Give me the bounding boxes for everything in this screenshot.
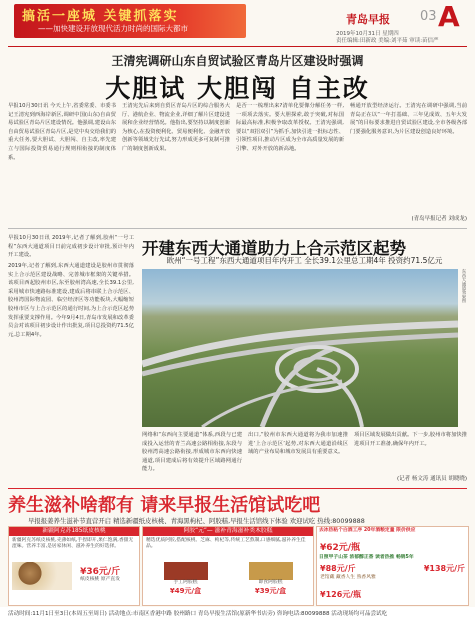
article1-headline: 大胆试 大胆闯 自主改 [105,74,370,103]
article1-credit: (青岛早报记者 刘成龙) [411,216,467,222]
ad-box-walnut-sub: 纸皮核桃 原产直发 [80,577,120,582]
ejiao-box-image-2 [249,562,293,580]
ad-box-liquor-price: ¥62元/瓶 [320,543,361,554]
ad-box-tea-price-2: ¥138元/斤 [423,563,465,573]
article2-column-left: 2019年,记者了解到,东西大通道建设是胶州市贯彻落实上合示范区建设战略、完善城市框架的关键举措。该项目西起胶州市区,东至胶州湾高速,全长39.1公里,采用城市快速路标准建设,建成后将串联上合示范区、胶州湾国际物流园、临空经济区等功能板块,大幅缩短胶州市区与上合示范区的通行时间,为上合示范区起势发挥重要支撑作用。今年9月4日,青岛市发展和改革委员会对该项目初步设计作出批复,项目总投资约71.5亿元,总工期4年。 [8,263,134,338]
ad-box-walnut-price: ¥36元/斤 [80,567,121,577]
page-letter: A [438,0,460,33]
editor-credits: 责任编辑:田新政 美编:刘平茹 审读:苗信严 [336,38,439,44]
article2-column-mid: 网络和“东西向主要通道”体系,西段与已建成投入运营的青兰高速公路相衔接,东段与胶州湾高速公路衔接,形成城市东西向快速通道,项目建成后将有效提升区域路网通行能力。 [142,432,242,473]
article1-column-2: 王清宪先后来到自贸区青岛片区的综合服务大厅、港航企业、物流企业,详细了解片区建设进展和企业经营情况。他指出,要坚持以制度创新为核心,在投资便利化、贸易便利化、金融开放创新等领域先行先试,努力形成更多可复制可推广的制度创新成果。 [122,103,230,152]
highway-interchange-photo [142,269,458,427]
article2-column-right: 出口,“胶州市东西大通道将为我市加速推进‘上合示范区’起势,对东西大通道沿线区域的产业布局和城市发展具有重要意义。 [248,432,348,456]
ad-box-ejiao-title: 阿胶“元”— 滋补青海滋补类木胶糕 [143,527,313,536]
ad-box-liquor-title: 去冰热粘个白酒工序 20年酒粮定量 限价供应 [319,528,416,533]
ad-box-tea-price-1: ¥88元/斤 [320,563,356,573]
interchange-illustration [142,269,458,427]
ad-box-brand-price: ¥126元/瓶 [320,590,362,600]
ad-box-brand: 老馆藏 藏香人生 熟香风雅 [320,574,376,580]
newspaper-logo: 青岛早报 [346,13,390,26]
page-number: 03 [420,9,437,24]
walnut-image [12,562,72,590]
article-divider [8,228,467,229]
article2-subhead: 欧州“一号工程”东西大通道项目年内开工 全长39.1公里总工期4年 投资约71.5亿元 [166,256,443,265]
header-rule [8,46,467,47]
ad-box-ejiao-label-2: 即食阿胶糕 [258,580,283,585]
article1-column-3: 是否一一梳理出来?清单化要像分解任务一样,一项项去落实。要大胆探索,敢于突破,对标国际最高标准,积极争取改革授权。王清宪强调,要以“双招双引”为抓手,加快引进一批标志性、引领性项目,推动片区成为全市高质量发展的新引擎、对外开放的新高地。 [236,103,344,152]
slogan-text: 搞活一座城 关键抓落实 [22,9,179,24]
ad-box-ejiao-price-2: ¥39元/盒 [254,587,287,596]
ad-box-ejiao-label-1: 手工阿胶糕 [173,580,198,585]
article1-kicker: 王清宪调研山东自贸试验区青岛片区建设时强调 [111,54,364,68]
ad-box-ejiao [142,526,314,606]
ad-box-walnut-title: 新疆阿克苏185纸皮核桃 [9,527,139,536]
article2-lead: 早报10月30日讯 2019年,记者了解到,胶州“一号工程”东西大通道项目日前完成初步设计审批,预计年内开工建设。 [8,235,134,259]
article1-column-1: 早报10月30日讯 今天上午,省委常委、市委书记王清宪到西海岸新区,调研中国(山东)自由贸易试验区青岛片区建设情况。他强调,建设山东自由贸易试验区青岛片区,是党中央交给我们的重大任务,要大胆试、大胆闯、自主改,率先建立与国际投资贸易通行规则相衔接的制度体系。 [8,103,116,161]
ad-footer-text: 活动时间:11月1日至3日(本周五至周日) 活动地点:市南区香港中路 胶州路口 青岛早报生活馆(原新华书店旁) 咨询电话:80099888 活动现场均可品尝试吃 [8,611,388,617]
ad-top-rule [8,488,467,489]
article1-column-4: 畅通开放型经济运行。王清宪在调研中强调,当前青岛正在以“一年打基础、三年见成效、五年大发展”的目标要求推进自贸试验区建设,全市各级各部门要强化服务意识,为片区建设创造良好环境。 [350,103,467,135]
article2-column-far: 项目区域发展做出贡献。下一步,胶州市将加快推进项目开工准备,确保年内开工。 [354,432,467,447]
issue-date: 2019年10月31日 星期四 [336,31,399,37]
ad-box-liquor-tea [316,526,469,606]
sub-slogan-text: ——加快建设开放现代活力时尚的国际大都市 [38,24,188,33]
photo-caption: 东西大通道效果图 [462,269,467,303]
article2-headline: 开建东西大通道助力上合示范区起势 [142,239,406,258]
ad-box-ejiao-desc: 精选优质阿胶,搭配核桃、芝麻、枸杞等,传统工艺熬制,口感细腻,滋补养生佳品。 [146,538,306,550]
ejiao-box-image-1 [164,562,208,580]
ad-box-walnut [8,526,140,606]
ad-box-walnut-desc: 新疆阿克苏纸皮核桃,壳薄如纸,手捏即开,果仁饱满,香甜无涩味。营养丰富,是居家休闲、滋补养生的好选择。 [12,538,134,550]
ad-title: 养生滋补啥都有 请来早报生活馆试吃吧 [8,495,321,516]
ad-box-tea-promo: 日照甲子山茶 浓郁醇正香 读者热推 畅销5年 [319,555,414,561]
ad-box-ejiao-price-1: ¥49元/盒 [169,587,202,596]
article2-credit: (记者 杨文涛 通讯员 胡晓晓) [396,476,467,482]
ad-tagline: 早报报姜养生滋补节直营开启 精选新疆纸皮核桃、青海黑枸杞、阿胶糕,早报生活馆线下体验 欢迎试吃 热线:80099888 [28,517,365,525]
